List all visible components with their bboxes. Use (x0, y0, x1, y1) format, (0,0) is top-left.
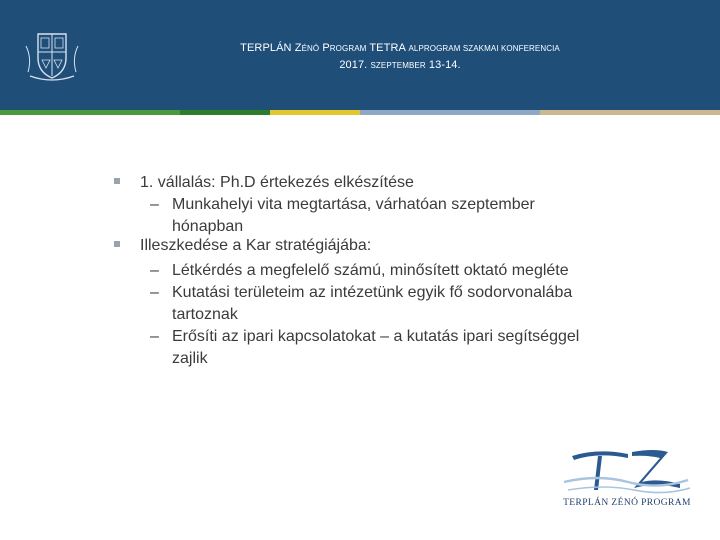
dash-marker: – (150, 328, 159, 345)
title-part: ALPROGRAM SZAKMAI KONFERENCIA (408, 44, 560, 53)
sub-bullet-text: hónapban (172, 218, 244, 235)
title-part: TERPLÁN Z (240, 42, 302, 54)
sub-bullet-text: Létkérdés a megfelelő számú, minősített oktató megléte (172, 262, 569, 279)
dash-marker: – (150, 262, 159, 279)
sub-bullet-text: Munkahelyi vita megtartása, várhatóan szeptember (172, 196, 535, 213)
bullet-text: Illeszkedése a Kar stratégiájába: (140, 237, 372, 254)
square-bullet-icon (114, 241, 120, 247)
program-logo-text: TERPLÁN ZÉNÓ PROGRAM (563, 498, 691, 508)
title-part: TETRA (366, 42, 409, 54)
sub-bullet-text: Kutatási területeim az intézetünk egyik fő sodorvonalába (172, 284, 573, 301)
title-part: P (319, 42, 330, 54)
sub-bullet-text: Erősíti az ipari kapcsolatokat – a kutatás ipari segítséggel (172, 328, 580, 345)
dash-marker: – (150, 196, 159, 213)
sub-bullet-text: tartoznak (172, 306, 238, 323)
square-bullet-icon (114, 178, 120, 184)
title-part: ROGRAM (329, 44, 367, 53)
date-part: 2017. (339, 59, 371, 71)
date-part: 13-14. (425, 59, 461, 71)
sub-bullet-text: zajlik (172, 350, 208, 367)
bullet-text: 1. vállalás: Ph.D értekezés elkészítése (140, 174, 414, 191)
dash-marker: – (150, 284, 159, 301)
title-part: ÉNÓ (301, 44, 320, 53)
date-part: SZEPTEMBER (370, 61, 426, 70)
